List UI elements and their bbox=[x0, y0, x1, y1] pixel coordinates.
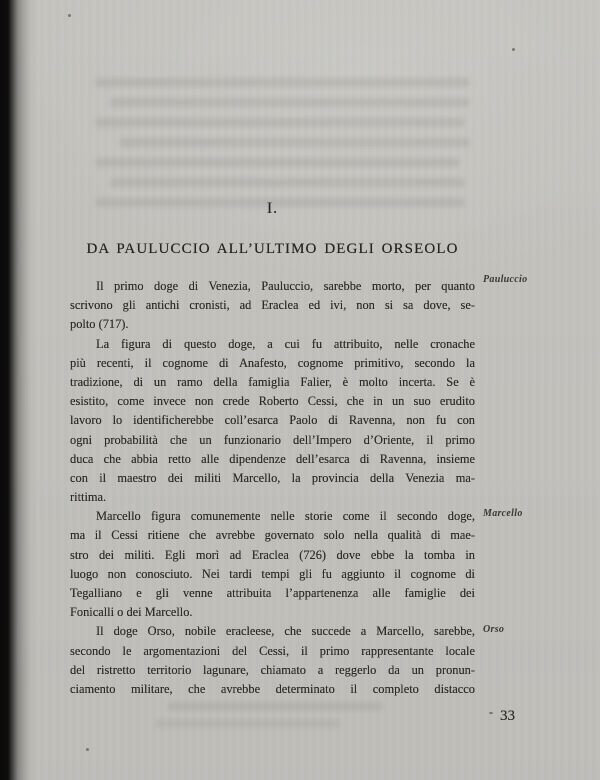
body-line: Il doge Orso, nobile eracleese, che succede a Marcello, sarebbe, bbox=[96, 624, 475, 639]
showthrough-ghost-line bbox=[95, 158, 460, 167]
page-number-value: 33 bbox=[500, 708, 515, 724]
body-line: stro dei militi. Egli morì ad Eraclea (726) dove ebbe la tomba in bbox=[70, 547, 475, 562]
body-line: Tegalliano e gli venne attribuita l’appartenenza alle famiglie dei bbox=[70, 586, 475, 600]
body-line: ma il Cessi ritiene che avrebbe governato solo nella qualità di mae- bbox=[70, 528, 475, 543]
showthrough-ghost-line bbox=[168, 702, 383, 711]
body-line: più recenti, il cognome di Anafesto, cognome primitivo, secondo la bbox=[70, 355, 475, 370]
chapter-number: I. bbox=[266, 200, 279, 217]
showthrough-ghost-line bbox=[95, 118, 465, 127]
body-line: duca che abbia retto alle dipendenze dell’esarca di Ravenna, insieme bbox=[70, 451, 475, 466]
showthrough-ghost-line bbox=[120, 138, 470, 147]
dust-speck bbox=[86, 748, 89, 751]
showthrough-ghost-line bbox=[155, 719, 340, 728]
body-line: del ristretto territorio lagunare, chiamato a reggerlo da un pronun- bbox=[70, 662, 475, 677]
gutter-shadow bbox=[0, 0, 38, 780]
body-line: Fonicalli o dei Marcello. bbox=[70, 605, 193, 620]
body-text bbox=[70, 277, 475, 699]
page-number bbox=[489, 705, 515, 725]
dust-speck bbox=[68, 14, 71, 17]
margin-note-marcello: Marcello bbox=[483, 508, 523, 519]
page-number-mark: - bbox=[489, 705, 493, 719]
body-line: con il maestro dei militi Marcello, la provincia della Venezia ma- bbox=[70, 470, 475, 485]
body-line: luogo non conosciuto. Nei tardi tempi gli fu aggiunto il cognome di bbox=[70, 566, 475, 581]
body-line: polto (717). bbox=[70, 317, 129, 332]
chapter-title: DA PAULUCCIO ALL’ULTIMO DEGLI ORSEOLO bbox=[86, 241, 459, 257]
showthrough-ghost-line bbox=[95, 78, 470, 87]
showthrough-ghost-line bbox=[110, 178, 465, 187]
body-line: Il primo doge di Venezia, Pauluccio, sarebbe morto, per quanto bbox=[96, 279, 475, 293]
body-line: esistito, come invece non crede Roberto Cessi, che in un suo erudito bbox=[70, 394, 475, 409]
body-line: La figura di questo doge, a cui fu attribuito, nelle cronache bbox=[96, 336, 475, 351]
margin-note-orso: Orso bbox=[483, 624, 505, 635]
body-line: rittima. bbox=[70, 490, 107, 505]
body-line: ogni probabilità che un funzionario dell’Impero d’Oriente, il primo bbox=[70, 432, 475, 447]
body-line: secondo le argomentazioni del Cessi, il primo rappresentante locale bbox=[70, 643, 475, 658]
body-line: scrivono gli antichi cronisti, ad Eraclea ed ivi, non si sa dove, se- bbox=[70, 298, 475, 313]
margin-note-pauluccio: Pauluccio bbox=[483, 274, 528, 285]
dust-speck bbox=[512, 48, 515, 51]
body-line: ciamento militare, che avrebbe determinato il completo distacco bbox=[70, 681, 475, 696]
body-line: lavoro lo identificherebbe coll’esarca Paolo di Ravenna, non fu con bbox=[70, 413, 475, 428]
body-line: tradizione, di un ramo della famiglia Falier, è molto incerta. Se è bbox=[70, 374, 475, 389]
body-line: Marcello figura comunemente nelle storie come il secondo doge, bbox=[96, 509, 475, 524]
showthrough-ghost-line bbox=[110, 98, 470, 107]
